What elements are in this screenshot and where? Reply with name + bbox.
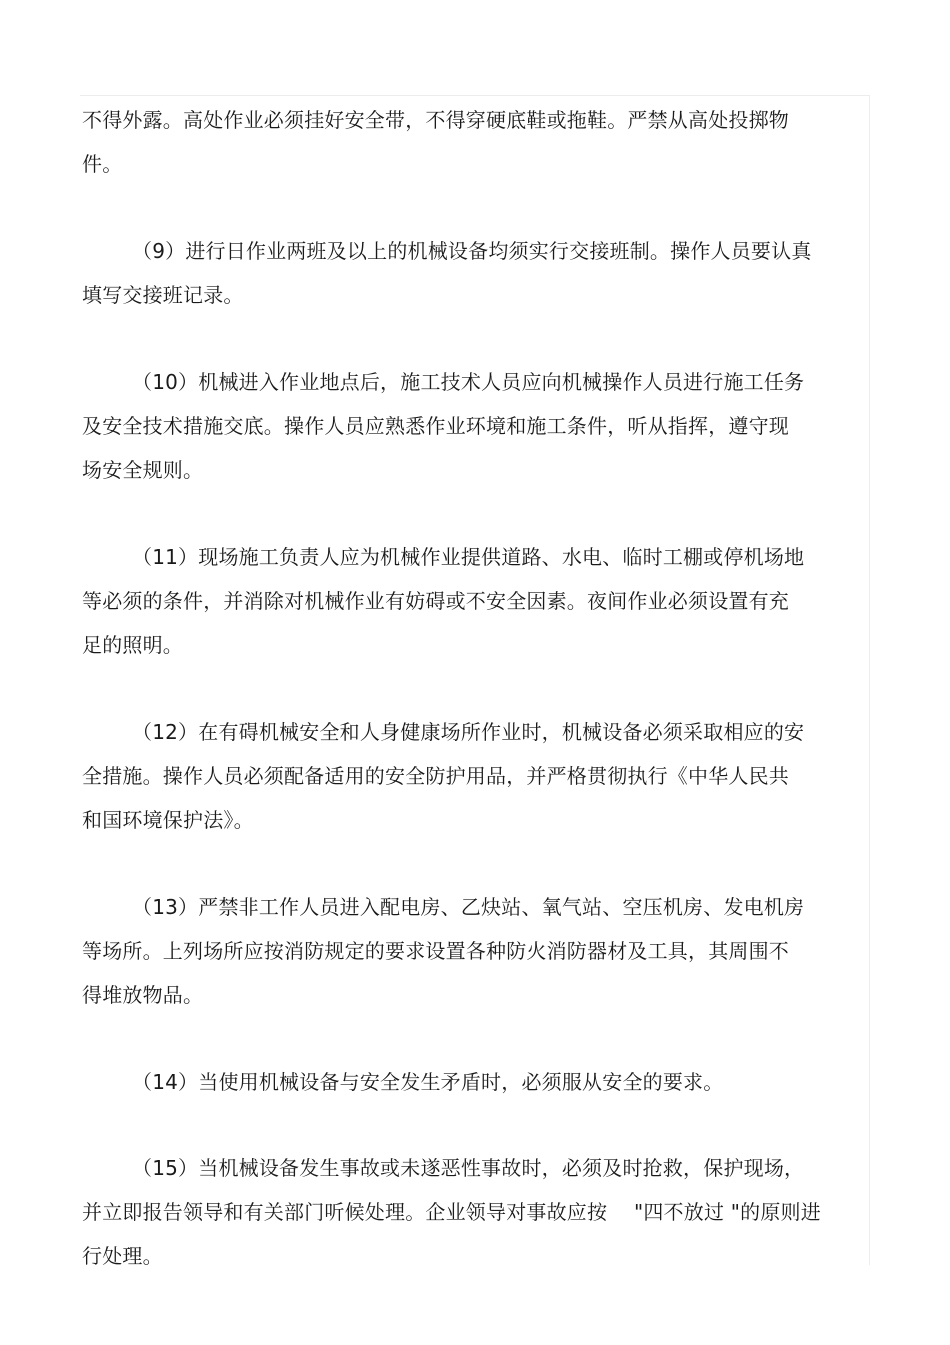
paragraph-10: （10）机械进入作业地点后，施工技术人员应向机械操作人员进行施工任务 及安全技术措施交底。操作人员应熟悉作业环境和施工条件，听从指挥，遵守现 场安全规则。: [82, 370, 805, 482]
page-top-border: [80, 95, 870, 96]
paragraph-gap: [82, 492, 862, 535]
paragraph-gap: [82, 1017, 862, 1060]
paragraph-gap: [82, 1104, 862, 1146]
paragraph-14: （14）当使用机械设备与安全发生矛盾时，必须服从安全的要求。: [132, 1070, 724, 1094]
paragraph-13: （13）严禁非工作人员进入配电房、乙炔站、氧气站、空压机房、发电机房 等场所。上列场所应按消防规定的要求设置各种防火消防器材及工具，其周围不 得堆放物品。: [82, 895, 805, 1007]
paragraph-15: （15）当机械设备发生事故或未遂恶性事故时，必须及时抢救，保护现场， 并立即报告领导和有关部门听候处理。企业领导对事故应按 "四不放过 "的原则进 行处理。: [82, 1156, 821, 1268]
paragraph-8-continuation: 不得外露。高处作业必须挂好安全带，不得穿硬底鞋或拖鞋。严禁从高处投掷物 件。: [82, 108, 789, 176]
page-right-border: [869, 95, 870, 1265]
paragraph-9: （9）进行日作业两班及以上的机械设备均须实行交接班制。操作人员要认真 填写交接班记录。: [82, 239, 812, 307]
paragraph-gap: [82, 667, 862, 710]
paragraph-gap: [82, 186, 862, 229]
document-body: [82, 98, 862, 1278]
paragraph-gap: [82, 842, 862, 885]
paragraph-12: （12）在有碍机械安全和人身健康场所作业时，机械设备必须采取相应的安 全措施。操作人员必须配备适用的安全防护用品，并严格贯彻执行《中华人民共 和国环境保护法》。: [82, 720, 805, 832]
paragraph-11: （11）现场施工负责人应为机械作业提供道路、水电、临时工棚或停机场地 等必须的条件，并消除对机械作业有妨碍或不安全因素。夜间作业必须设置有充 足的照明。: [82, 545, 805, 657]
paragraph-gap: [82, 317, 862, 360]
